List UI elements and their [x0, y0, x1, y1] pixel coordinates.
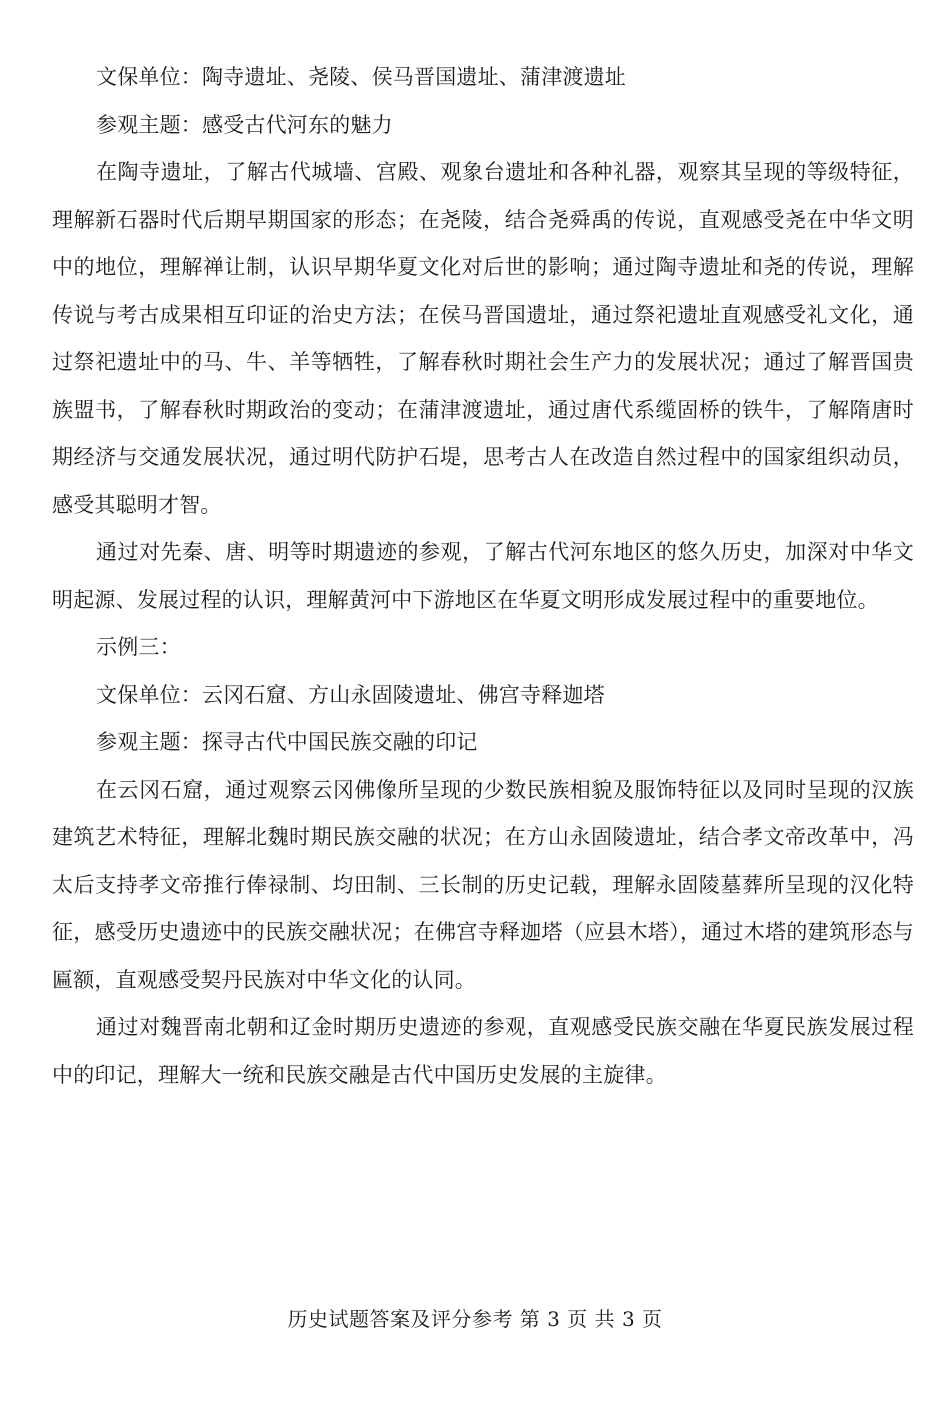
page-content	[52, 54, 914, 1099]
body-paragraph: 在云冈石窟，通过观察云冈佛像所呈现的少数民族相貌及服饰特征以及同时呈现的汉族建筑艺术特征，理解北魏时期民族交融的状况；在方山永固陵遗址，结合孝文帝改革中，冯太后支持孝文帝推行俸禄制、均田制、三长制的历史记载，理解永固陵墓葬所呈现的汉化特征，感受历史遗迹中的民族交融状况；在佛宫寺释迦塔（应县木塔），通过木塔的建筑形态与匾额，直观感受契丹民族对中华文化的认同。	[52, 777, 914, 992]
body-paragraph: 在陶寺遗址，了解古代城墙、宫殿、观象台遗址和各种礼器，观察其呈现的等级特征，理解新石器时代后期早期国家的形态；在尧陵，结合尧舜禹的传说，直观感受尧在中华文明中的地位，理解禅让制，认识早期华夏文化对后世的影响；通过陶寺遗址和尧的传说，理解传说与考古成果相互印证的治史方法；在侯马晋国遗址，通过祭祀遗址直观感受礼文化，通过祭祀遗址中的马、牛、羊等牺牲，了解春秋时期社会生产力的发展状况；通过了解晋国贵族盟书，了解春秋时期政治的变动；在蒲津渡遗址，通过唐代系缆固桥的铁牛，了解隋唐时期经济与交通发展状况，通过明代防护石堤，思考古人在改造自然过程中的国家组织动员，感受其聪明才智。	[52, 160, 914, 517]
visit-theme-line: 参观主题：探寻古代中国民族交融的印记	[96, 730, 478, 754]
heritage-units-line: 文保单位：云冈石窟、方山永固陵遗址、佛宫寺释迦塔	[96, 682, 605, 707]
example-label: 示例三：	[96, 635, 181, 659]
body-paragraph: 通过对先秦、唐、明等时期遗迹的参观，了解古代河东地区的悠久历史，加深对中华文明起源、发展过程的认识，理解黄河中下游地区在华夏文明形成发展过程中的重要地位。	[52, 540, 914, 612]
visit-theme-line: 参观主题：感受古代河东的魅力	[96, 112, 393, 137]
body-paragraph: 通过对魏晋南北朝和辽金时期历史遗迹的参观，直观感受民族交融在华夏民族发展过程中的印记，理解大一统和民族交融是古代中国历史发展的主旋律。	[52, 1015, 914, 1087]
page-footer: 历史试题答案及评分参考 第 3 页 共 3 页	[287, 1307, 663, 1331]
heritage-units-line: 文保单位：陶寺遗址、尧陵、侯马晋国遗址、蒲津渡遗址	[96, 65, 626, 89]
